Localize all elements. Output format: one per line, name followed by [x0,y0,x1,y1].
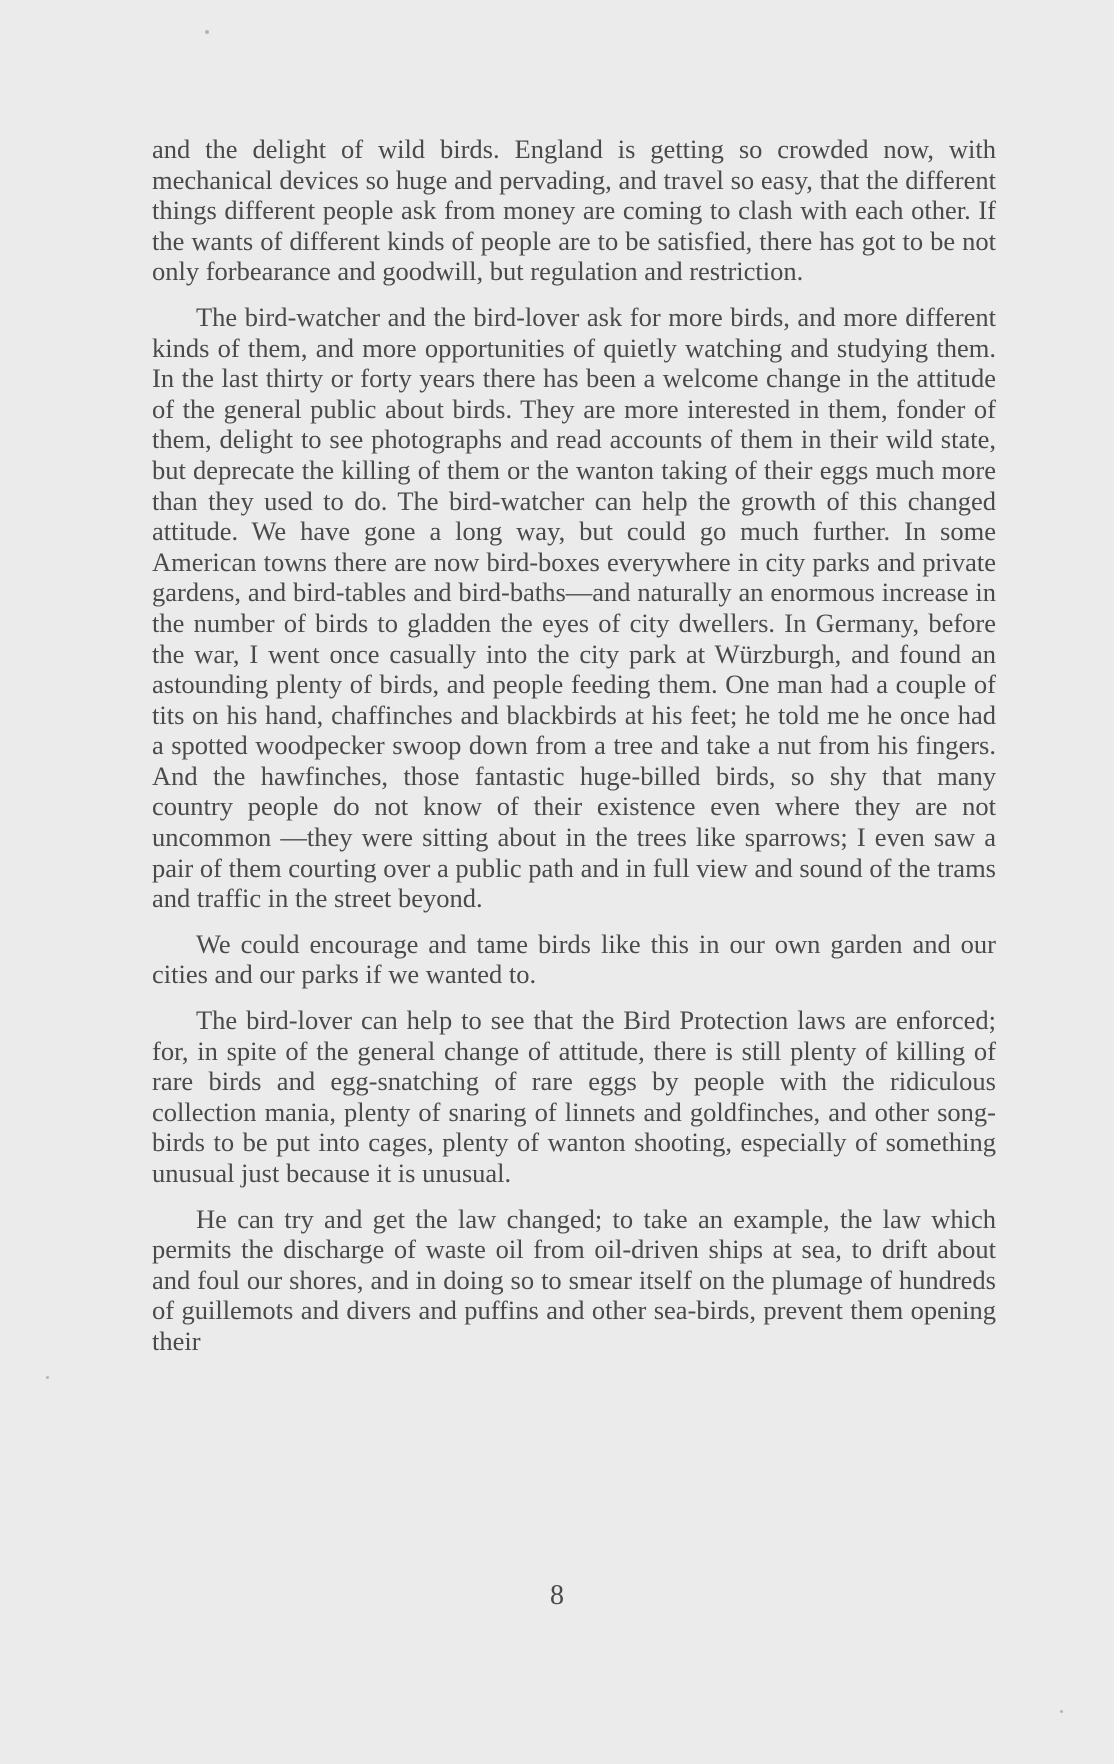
paper-speck [46,1376,49,1379]
paragraph: We could encourage and tame birds like this in our own garden and our cities and our parks if we wanted to. [152,928,996,990]
paragraph: and the delight of wild birds. England is getting so crowded now, with mechanical devices so huge and pervading, and travel so easy, that the different things different people ask from money are coming to clash with each other. If the wants of different kinds of people are to be satisfied, there has got to be not only forbearance and goodwill, but regulation and restriction. [152,134,996,287]
page-number: 8 [550,1580,564,1611]
paragraph: He can try and get the law changed; to take an example, the law which permits the discharge of waste oil from oil-driven ships at sea, to drift about and foul our shores, and in doing so to smear itself on the plumage of hundreds of guillemots and divers and puffins and other sea-birds, prevent them opening their [152,1203,996,1356]
body-text [152,134,996,1372]
paper-speck [1060,1710,1063,1713]
paragraph: The bird-watcher and the bird-lover ask for more birds, and more different kinds of them, and more opportunities of quietly watching and studying them. In the last thirty or forty years there has been a welcome change in the attitude of the general public about birds. They are more interested in them, fonder of them, delight to see photographs and read accounts of them in their wild state, but deprecate the killing of them or the wanton taking of their eggs much more than they used to do. The bird-watcher can help the growth of this changed attitude. We have gone a long way, but could go much further. In some American towns there are now bird-boxes everywhere in city parks and private gardens, and bird-tables and bird-baths—and naturally an enormous increase in the number of birds to gladden the eyes of city dwellers. In Germany, before the war, I went once casually into the city park at Würzburgh, and found an astounding plenty of birds, and people feeding them. One man had a couple of tits on his hand, chaffinches and blackbirds at his feet; he told me he once had a spotted woodpecker swoop down from a tree and take a nut from his fingers. And the hawfinches, those fantastic huge-billed birds, so shy that many country people do not know of their existence even where they are not uncommon —they were sitting about in the trees like sparrows; I even saw a pair of them courting over a public path and in full view and sound of the trams and traffic in the street beyond. [152,301,996,914]
paper-speck [205,30,209,34]
paragraph: The bird-lover can help to see that the Bird Protection laws are enforced; for, in spite of the general change of attitude, there is still plenty of killing of rare birds and egg-snatching of rare eggs by people with the ridiculous collection mania, plenty of snaring of linnets and goldfinches, and other song-birds to be put into cages, plenty of wanton shooting, especially of something unusual just because it is unusual. [152,1005,996,1188]
